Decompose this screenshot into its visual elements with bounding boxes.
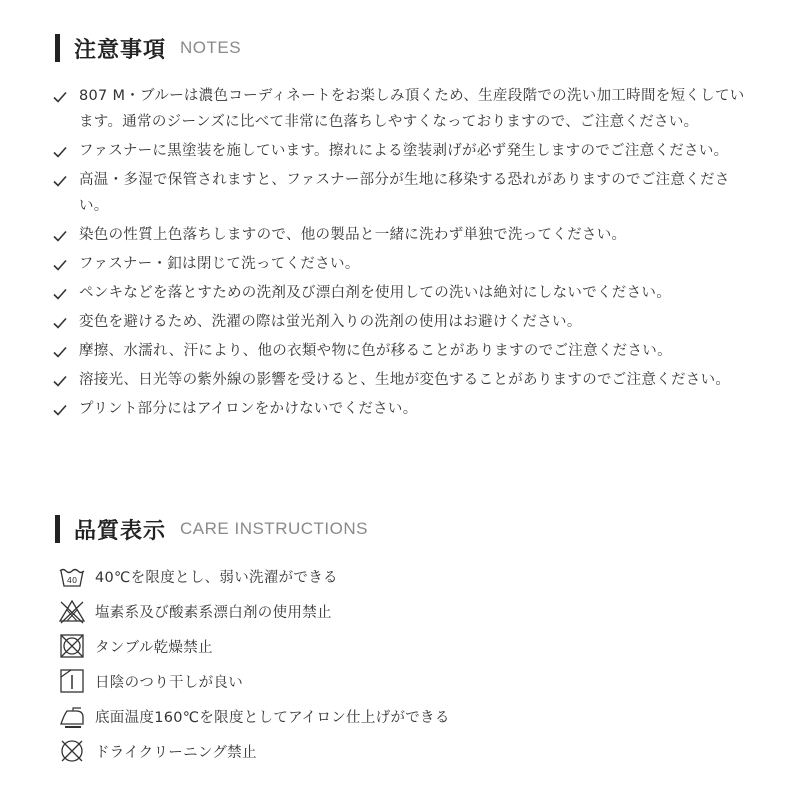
- note-item: [52, 222, 752, 248]
- check-icon: [52, 315, 68, 331]
- check-icon: [52, 173, 68, 189]
- no-tumble-dry-icon: [58, 632, 86, 660]
- care-heading: [55, 515, 368, 543]
- note-text: ペンキなどを落とすための洗剤及び漂白剤を使用しての洗いは絶対にしないでください。: [79, 285, 671, 301]
- check-icon: [52, 344, 68, 360]
- care-title: 品質表示: [74, 518, 167, 544]
- note-text: 変色を避けるため、洗濯の際は蛍光剤入りの洗剤の使用はお避けください。: [79, 314, 582, 330]
- note-item: [52, 167, 752, 219]
- care-text: 40℃を限度とし、弱い洗濯ができる: [95, 569, 338, 586]
- line-dry-shade-icon: [58, 667, 86, 695]
- note-text: 溶接光、日光等の紫外線の影響を受けると、生地が変色することがありますのでご注意ください。: [79, 372, 731, 388]
- care-list: [58, 561, 450, 771]
- care-text: 日陰のつり干しが良い: [95, 674, 243, 691]
- note-item: [52, 367, 752, 393]
- no-dry-clean-icon: [58, 737, 86, 765]
- iron-medium-icon: [58, 702, 86, 730]
- care-text: 底面温度160℃を限度としてアイロン仕上げができる: [95, 709, 450, 726]
- check-icon: [52, 286, 68, 302]
- notes-heading: [55, 34, 241, 62]
- note-text: 染色の性質上色落ちしますので、他の製品と一緒に洗わず単独で洗ってください。: [79, 227, 627, 243]
- care-item: [58, 666, 450, 696]
- check-icon: [52, 144, 68, 160]
- note-text: 摩擦、水濡れ、汗により、他の衣類や物に色が移ることがありますのでご注意ください。: [79, 343, 672, 359]
- note-item: [52, 396, 752, 422]
- check-icon: [52, 257, 68, 273]
- check-icon: [52, 402, 68, 418]
- check-icon: [52, 89, 68, 105]
- note-item: [52, 309, 752, 335]
- note-text: ファスナー・釦は閉じて洗ってください。: [79, 256, 360, 272]
- check-icon: [52, 228, 68, 244]
- note-text: 高温・多湿で保管されますと、ファスナー部分が生地に移染する恐れがありますのでご注意ください。: [79, 172, 730, 214]
- check-icon: [52, 373, 68, 389]
- care-text: ドライクリーニング禁止: [95, 744, 257, 761]
- notes-list: [52, 83, 752, 425]
- no-bleach-icon: [58, 597, 86, 625]
- care-item: [58, 701, 450, 731]
- note-text: 807 M・ブルーは濃色コーディネートをお楽しみ頂くため、生産段階での洗い加工時間を短くしています。通常のジーンズに比べて非常に色落ちしやすくなっておりますので、ご注意ください。: [79, 88, 745, 130]
- wash-tub-40-icon: [58, 562, 86, 590]
- note-text: ファスナーに黒塗装を施しています。擦れによる塗装剥げが必ず発生しますのでご注意ください。: [79, 143, 729, 159]
- note-item: [52, 338, 752, 364]
- care-text: 塩素系及び酸素系漂白剤の使用禁止: [95, 604, 332, 621]
- notes-subtitle: NOTES: [180, 38, 242, 57]
- note-item: [52, 280, 752, 306]
- note-item: [52, 83, 752, 135]
- care-item: [58, 736, 450, 766]
- care-text: タンブル乾燥禁止: [95, 639, 213, 656]
- note-item: [52, 138, 752, 164]
- care-item: [58, 596, 450, 626]
- care-item: [58, 631, 450, 661]
- notes-title: 注意事項: [74, 37, 167, 63]
- note-text: プリント部分にはアイロンをかけないでください。: [79, 401, 418, 417]
- care-item: [58, 561, 450, 591]
- wash-temp-label: 40: [66, 576, 78, 585]
- note-item: [52, 251, 752, 277]
- care-subtitle: CARE INSTRUCTIONS: [180, 519, 368, 538]
